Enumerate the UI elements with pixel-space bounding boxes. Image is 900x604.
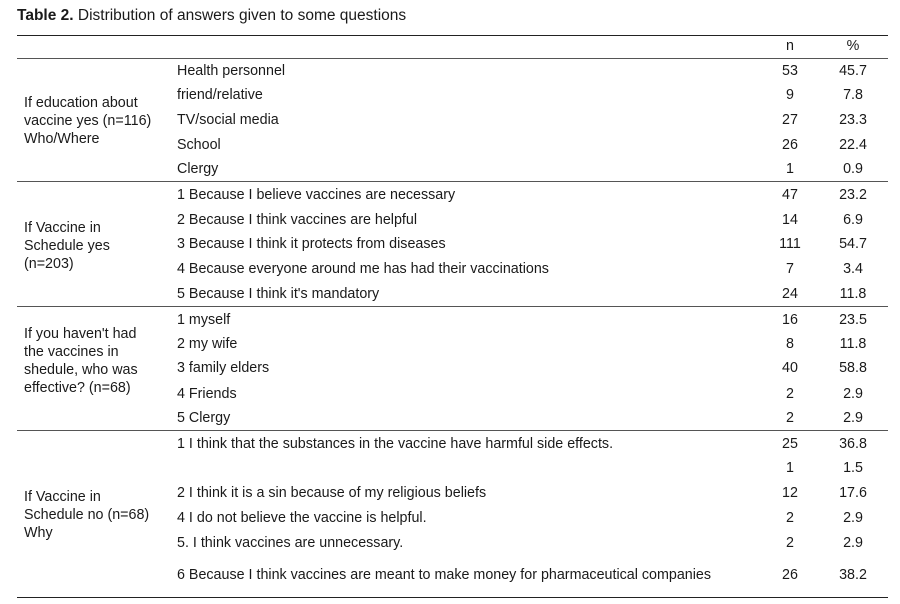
row-answer: 1 Because I believe vaccines are necessary bbox=[177, 187, 456, 203]
row-n: 2 bbox=[786, 386, 794, 402]
row-n: 27 bbox=[782, 112, 798, 128]
row-pct: 17.6 bbox=[839, 485, 867, 501]
row-pct: 22.4 bbox=[839, 137, 867, 153]
row-n: 40 bbox=[782, 360, 798, 376]
row-n: 9 bbox=[786, 87, 794, 103]
group-title-line: If education about bbox=[24, 95, 138, 111]
group-education-title bbox=[24, 94, 151, 148]
row-n: 16 bbox=[782, 312, 798, 328]
row-answer: 4 Because everyone around me has had their vaccinations bbox=[177, 261, 549, 277]
row-pct: 3.4 bbox=[843, 261, 863, 277]
row-n: 12 bbox=[782, 485, 798, 501]
group-divider bbox=[17, 430, 888, 431]
row-pct: 1.5 bbox=[843, 460, 863, 476]
group-title-line: Who/Where bbox=[24, 131, 100, 147]
row-answer: Clergy bbox=[177, 161, 219, 177]
group-title-line: shedule, who was bbox=[24, 362, 138, 378]
row-answer: School bbox=[177, 137, 221, 153]
row-answer: 1 I think that the substances in the vaccine have harmful side effects. bbox=[177, 436, 614, 452]
row-n: 7 bbox=[786, 261, 794, 277]
group-title-line: If you haven't had bbox=[24, 326, 137, 342]
group-schedule-no-title bbox=[24, 488, 149, 542]
group-title-line: Schedule yes bbox=[24, 238, 110, 254]
row-pct: 2.9 bbox=[843, 410, 863, 426]
header-pct: % bbox=[846, 38, 860, 54]
caption-label: Table 2. bbox=[17, 7, 74, 24]
row-answer: 5. I think vaccines are unnecessary. bbox=[177, 535, 404, 551]
row-answer: 4 I do not believe the vaccine is helpful. bbox=[177, 510, 427, 526]
row-pct: 11.8 bbox=[839, 336, 867, 352]
caption-text: Distribution of answers given to some questions bbox=[73, 7, 407, 24]
row-n: 26 bbox=[782, 567, 798, 583]
group-title-line: Schedule no (n=68) bbox=[24, 507, 150, 523]
table-bottom-rule bbox=[17, 597, 888, 598]
row-answer: TV/social media bbox=[177, 112, 279, 128]
row-n: 2 bbox=[786, 535, 794, 551]
row-pct: 2.9 bbox=[843, 510, 863, 526]
row-n: 111 bbox=[779, 236, 801, 252]
row-pct: 23.2 bbox=[839, 187, 867, 203]
row-n: 24 bbox=[782, 286, 798, 302]
header-n: n bbox=[786, 38, 794, 54]
row-pct: 2.9 bbox=[843, 386, 863, 402]
row-pct: 54.7 bbox=[839, 236, 867, 252]
row-n: 53 bbox=[782, 63, 798, 79]
row-pct: 45.7 bbox=[839, 63, 867, 79]
row-pct: 58.8 bbox=[839, 360, 867, 376]
row-pct: 38.2 bbox=[839, 567, 867, 583]
group-title-line: effective? (n=68) bbox=[24, 380, 131, 396]
row-answer: 1 myself bbox=[177, 312, 231, 328]
row-pct: 7.8 bbox=[843, 87, 863, 103]
row-n: 1 bbox=[786, 161, 794, 177]
row-n: 26 bbox=[782, 137, 798, 153]
row-n: 2 bbox=[786, 510, 794, 526]
row-n: 25 bbox=[782, 436, 798, 452]
row-answer: 5 Clergy bbox=[177, 410, 231, 426]
group-divider bbox=[17, 306, 888, 307]
group-title-line: If Vaccine in bbox=[24, 489, 101, 505]
row-answer: 4 Friends bbox=[177, 386, 237, 402]
row-n: 14 bbox=[782, 212, 798, 228]
row-answer: 2 my wife bbox=[177, 336, 238, 352]
table-caption bbox=[17, 7, 406, 25]
row-n: 2 bbox=[786, 410, 794, 426]
row-pct: 0.9 bbox=[843, 161, 863, 177]
row-answer: 3 Because I think it protects from diseases bbox=[177, 236, 446, 252]
group-who-effective-title bbox=[24, 325, 138, 397]
header-rule bbox=[17, 58, 888, 59]
row-n: 47 bbox=[782, 187, 798, 203]
row-answer: 5 Because I think it's mandatory bbox=[177, 286, 380, 302]
row-pct: 23.5 bbox=[839, 312, 867, 328]
row-answer: 3 family elders bbox=[177, 360, 270, 376]
group-title-line: (n=203) bbox=[24, 256, 74, 272]
row-pct: 2.9 bbox=[843, 535, 863, 551]
row-answer: 6 Because I think vaccines are meant to make money for pharmaceutical companies bbox=[177, 567, 712, 583]
row-answer: Health personnel bbox=[177, 63, 286, 79]
table-top-rule bbox=[17, 35, 888, 36]
row-n: 8 bbox=[786, 336, 794, 352]
row-pct: 11.8 bbox=[839, 286, 867, 302]
group-divider bbox=[17, 181, 888, 182]
group-title-line: If Vaccine in bbox=[24, 220, 101, 236]
group-title-line: the vaccines in bbox=[24, 344, 119, 360]
group-title-line: Why bbox=[24, 525, 53, 541]
row-answer: friend/relative bbox=[177, 87, 263, 103]
row-pct: 23.3 bbox=[839, 112, 867, 128]
group-title-line: vaccine yes (n=116) bbox=[24, 113, 152, 129]
row-pct: 36.8 bbox=[839, 436, 867, 452]
row-pct: 6.9 bbox=[843, 212, 863, 228]
row-answer: 2 Because I think vaccines are helpful bbox=[177, 212, 418, 228]
row-answer: 2 I think it is a sin because of my religious beliefs bbox=[177, 485, 487, 501]
row-n: 1 bbox=[786, 460, 794, 476]
group-schedule-yes-title bbox=[24, 219, 110, 273]
